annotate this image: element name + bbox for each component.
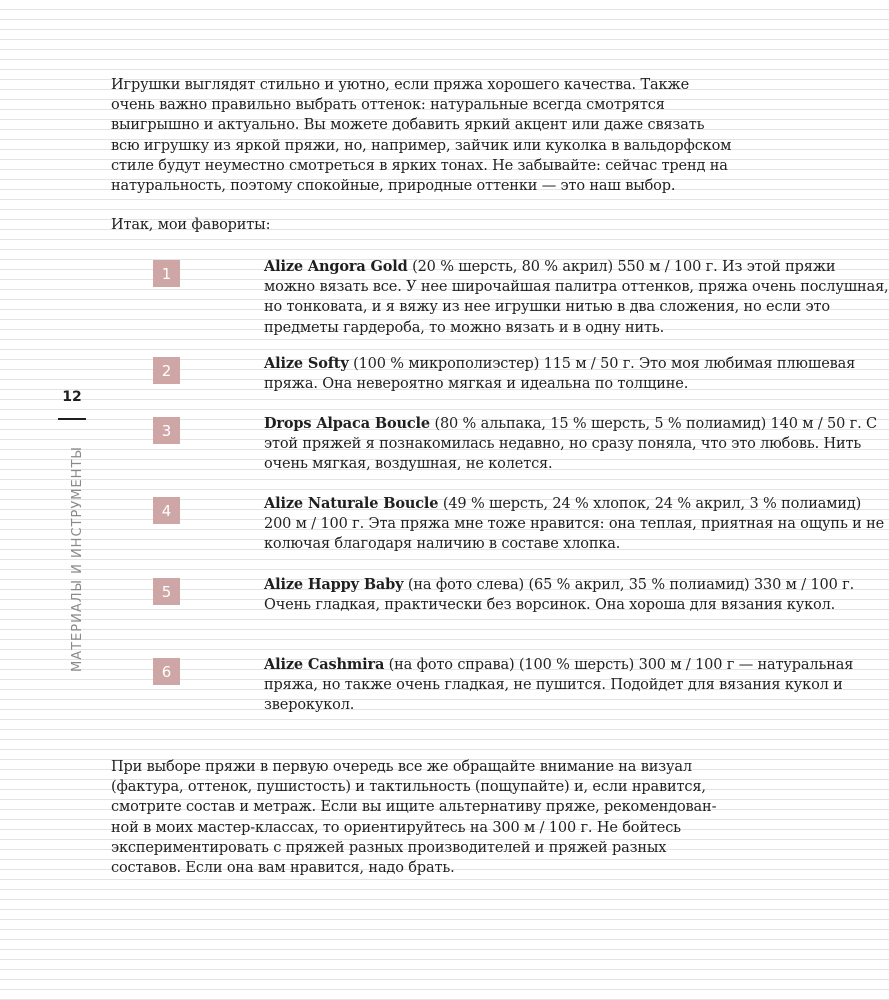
item-number-badge: 5 — [153, 578, 180, 605]
yarn-name: Alize Happy Baby — [264, 576, 404, 593]
item-number-badge: 1 — [153, 260, 180, 287]
yarn-description: (100 % микрополиэстер) 115 м / 50 г. Это моя любимая плюшевая пряжа. Она невероятно мягкая и идеальна по толщине. — [264, 356, 856, 393]
yarn-name: Alize Naturale Boucle — [264, 495, 439, 512]
item-text — [264, 257, 889, 338]
item-text — [264, 414, 889, 475]
page-number: 12 — [62, 389, 82, 405]
item-number-badge: 3 — [153, 417, 180, 444]
section-label: МАТЕРИАЛЫ И ИНСТРУМЕНТЫ — [70, 446, 85, 672]
yarn-description: (на фото слева) (65 % акрил, 35 % полиамид) 330 м / 100 г. Очень гладкая, практически без ворсинок. Она хороша для вязания кукол. — [264, 577, 855, 614]
item-number-badge: 6 — [153, 658, 180, 685]
yarn-name: Alize Cashmira — [264, 656, 385, 673]
yarn-description: (20 % шерсть, 80 % акрил) 550 м / 100 г. Из этой пряжи можно вязать все. У нее широчайшая палитра оттенков, пряжа очень послушная, но тонковата, и я вяжу из нее игрушки нитью в два сложения, но если это предметы гардероба, то можно вязать и в одну нить. — [264, 259, 889, 336]
item-text — [264, 354, 889, 394]
intro-paragraph: Игрушки выглядят стильно и уютно, если пряжа хорошего качества. Также очень важно правильно выбрать оттенок: натуральные всегда смотрятся выигрышно и актуально. Вы можете добавить яркий акцент или даже связать всю игрушку из яркой пряжи, но, например, зайчик или куколка в вальдорфском стиле будут неуместно смотреться в ярких тонах. Не забывайте: сейчас тренд на натуральность, поэтому спокойные, природные оттенки — это наш выбор. — [111, 77, 732, 195]
page-number-rule — [58, 418, 86, 420]
yarn-name: Drops Alpaca Boucle — [264, 415, 430, 432]
yarn-description: (49 % шерсть, 24 % хлопок, 24 % акрил, 3 % полиамид) 200 м / 100 г. Эта пряжа мне тоже нравится: она теплая, приятная на ощупь и не колючая благодаря наличию в составе хлопка. — [264, 496, 885, 553]
yarn-name: Alize Softy — [264, 355, 349, 372]
yarn-name: Alize Angora Gold — [264, 258, 408, 275]
item-text — [264, 575, 889, 615]
item-number-badge: 4 — [153, 497, 180, 524]
yarn-description: (на фото справа) (100 % шерсть) 300 м / 100 г — натуральная пряжа, но также очень гладкая, не пушится. Подойдет для вязания кукол и зверокукол. — [264, 657, 854, 714]
item-number-badge: 2 — [153, 357, 180, 384]
item-text — [264, 494, 889, 555]
yarn-description: (80 % альпака, 15 % шерсть, 5 % полиамид) 140 м / 50 г. С этой пряжей я познакомилась недавно, но сразу поняла, что это любовь. Нить очень мягкая, воздушная, не колется. — [264, 416, 877, 473]
item-text — [264, 655, 889, 716]
closing-paragraph: При выборе пряжи в первую очередь все же обращайте внимание на визуал (фактура, оттенок, пушистость) и тактильность (пощупайте) и, если нравится, смотрите состав и метраж. Если вы ищите альтернативу пряже, рекомендованной в моих мастер-классах, то ориентируйтесь на 300 м / 100 г. Не бойтесь экспериментировать с пряжей разных производителей и пряжей разных составов. Если она вам нравится, надо брать. — [111, 759, 717, 877]
favorites-heading: Итак, мои фавориты: — [111, 217, 271, 233]
